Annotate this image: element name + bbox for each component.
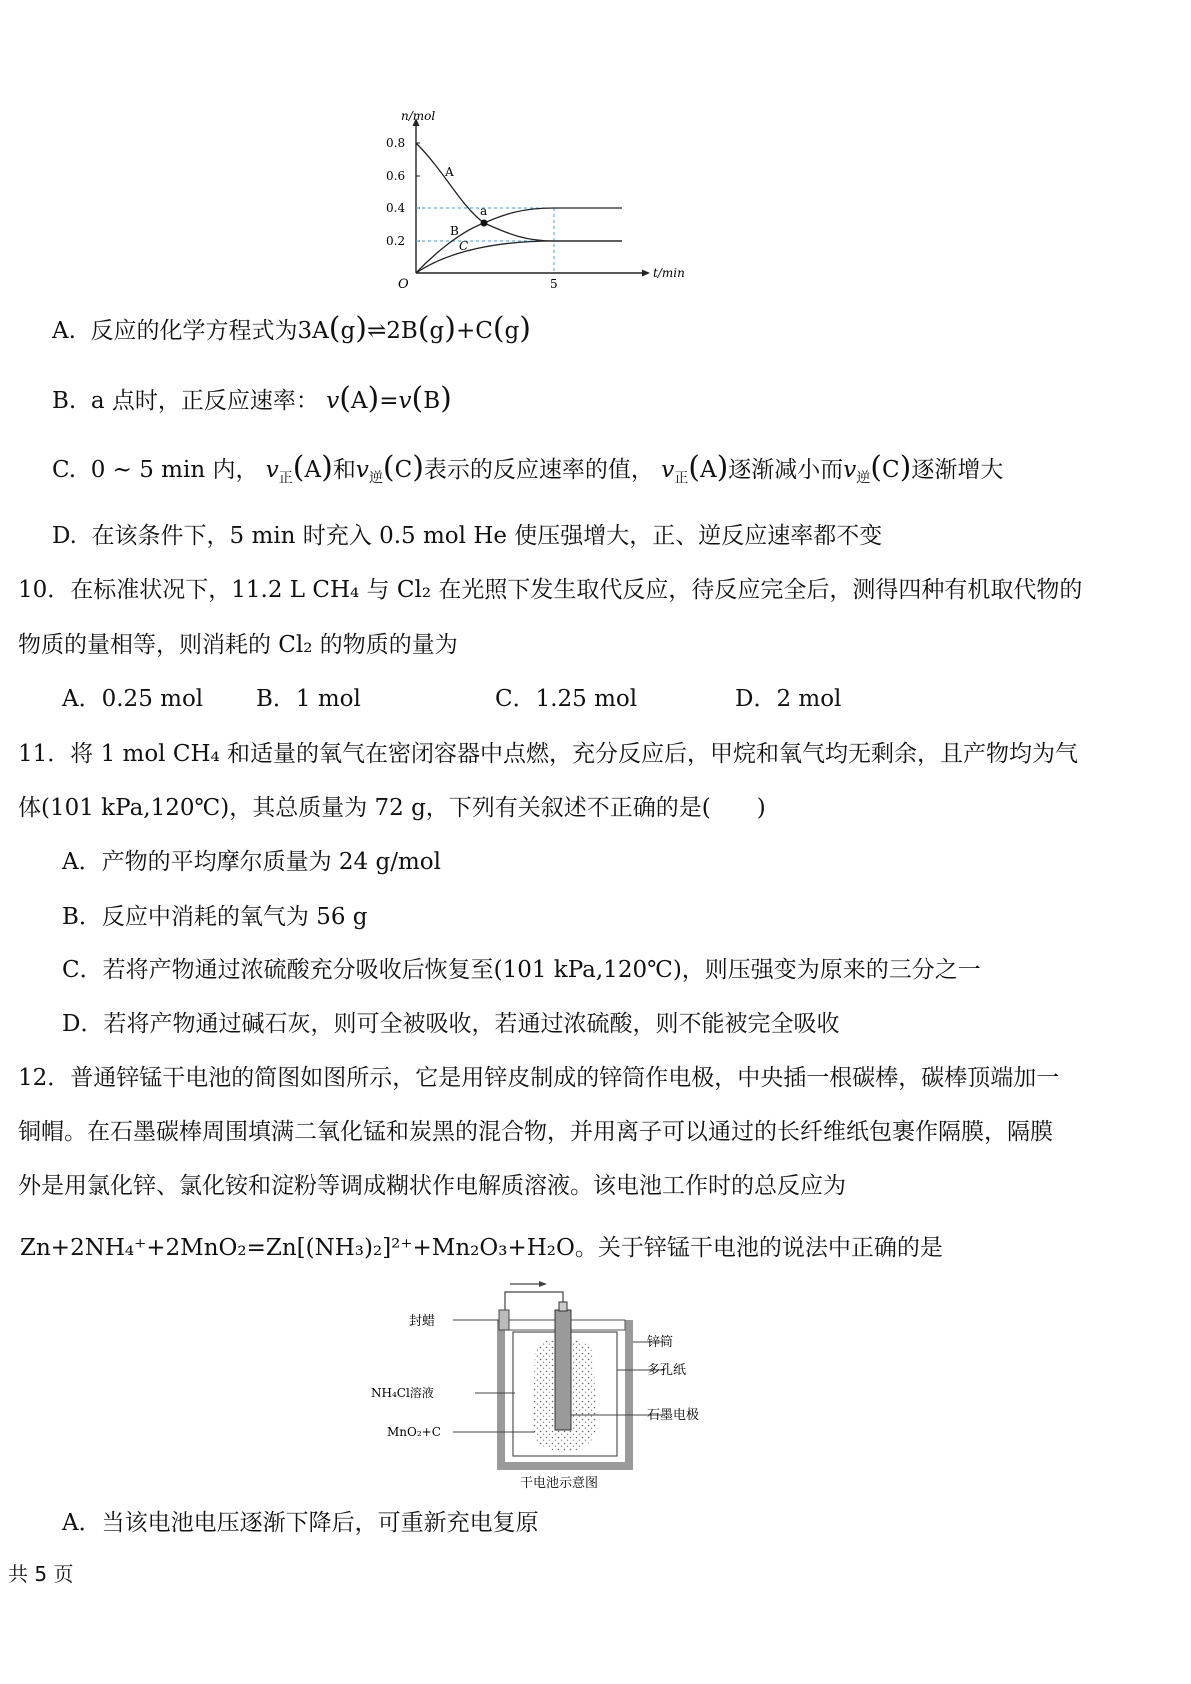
- option-prefix: D.: [52, 523, 77, 549]
- q11-option-d: D．若将产物通过碱石灰，则可全被吸收，若通过浓硫酸，则不能被完全吸收: [62, 1011, 840, 1037]
- curve-label-c: C: [459, 239, 469, 253]
- q12-equation: Zn+2NH₄⁺+2MnO₂=Zn[(NH₃)₂]²⁺+Mn₂O₃+H₂O: [20, 1235, 575, 1261]
- point-a-marker: [481, 220, 488, 227]
- dry-cell-figure: [371, 1280, 735, 1495]
- x-axis-label: t/min: [653, 266, 685, 280]
- q9-option-d: D. 在该条件下，5 min 时充入 0.5 mol He 使压强增大，正、逆反应速率都不变: [52, 523, 883, 549]
- curve-label-a: A: [445, 165, 454, 179]
- option-prefix: A.: [52, 318, 76, 344]
- label-paper: 多孔纸: [647, 1363, 687, 1378]
- x-axis-arrow: [642, 270, 650, 277]
- curve-a: [416, 143, 622, 223]
- q11-option-a: A．产物的平均摩尔质量为 24 g/mol: [62, 849, 441, 875]
- curve-c: [416, 241, 622, 273]
- y-tick-label-08: 0.8: [386, 136, 406, 150]
- copper-cap: [559, 1302, 567, 1311]
- q12-line3: 外是用氯化锌、氯化铵和淀粉等调成糊状作电解质溶液。该电池工作时的总反应为: [18, 1173, 846, 1199]
- page-footer: 共 5 页: [8, 1562, 74, 1586]
- zinc-terminal: [499, 1310, 509, 1330]
- y-tick-label-02: 0.2: [386, 234, 406, 248]
- q10-option-a: A．0.25 mol: [62, 686, 204, 712]
- q9-option-c: C. 0 ~ 5 min 内， $v_正(A)$和$v_逆(C)$表示的反应速率的值， $v_正(A)$逐渐减小而$v_逆(C)$逐渐增大: [52, 450, 1004, 487]
- reaction-graph: [386, 109, 700, 292]
- q10-line2: 物质的量相等，则消耗的 Cl₂ 的物质的量为: [18, 632, 458, 658]
- q12-line1: 12．普通锌锰干电池的简图如图所示，它是用锌皮制成的锌筒作电极，中央插一根碳棒，碳棒顶端加一: [18, 1065, 1060, 1091]
- y-tick-label-06: 0.6: [386, 169, 406, 183]
- y-axis-label: n/mol: [401, 109, 436, 123]
- label-mno2: MnO₂+C: [387, 1425, 441, 1439]
- label-zinc: 锌筒: [647, 1335, 674, 1350]
- q11-option-b: B．反应中消耗的氧气为 56 g: [62, 904, 368, 930]
- q9-option-b: B. a 点时，正反应速率： v(A)=v(B): [52, 381, 452, 416]
- external-wire: [505, 1292, 563, 1310]
- q10-option-c: C．1.25 mol: [495, 686, 638, 712]
- option-prefix: C.: [52, 457, 77, 483]
- curve-b: [416, 223, 622, 273]
- label-seal: 封蜡: [409, 1314, 436, 1329]
- graphite-rod: [555, 1310, 571, 1430]
- origin-label: O: [398, 277, 409, 292]
- figure-caption: 干电池示意图: [520, 1476, 599, 1491]
- q11-line1: 11．将 1 mol CH₄ 和适量的氧气在密闭容器中点燃，充分反应后，甲烷和氧气均无剩余，且产物均为气: [18, 741, 1079, 767]
- q10-option-b: B．1 mol: [256, 686, 361, 712]
- label-nh4cl: NH₄Cl溶液: [371, 1386, 434, 1400]
- point-label-a: a: [480, 204, 488, 218]
- q11-option-c: C．若将产物通过浓硫酸充分吸收后恢复至(101 kPa,120℃)，则压强变为原来的三分之一: [62, 957, 981, 983]
- label-graphite: 石墨电极: [647, 1408, 700, 1423]
- x-tick-label-5: 5: [550, 277, 558, 291]
- curve-label-b: B: [450, 224, 459, 238]
- q12-equation-tail: 。关于锌锰干电池的说法中正确的是: [574, 1235, 943, 1261]
- q10-line1: 10．在标准状况下，11.2 L CH₄ 与 Cl₂ 在光照下发生取代反应，待反应完全后，测得四种有机取代物的: [18, 577, 1083, 603]
- q12-equation-line: [20, 1233, 943, 1263]
- q9-option-a: A. 反应的化学方程式为3A(g)⇌2B(g)+C(g): [52, 311, 531, 346]
- q10-option-d: D．2 mol: [735, 686, 842, 712]
- q12-option-a: A．当该电池电压逐渐下降后，可重新充电复原: [62, 1510, 539, 1536]
- q12-line2: 铜帽。在石墨碳棒周围填满二氧化锰和炭黑的混合物，并用离子可以通过的长纤维纸包裹作隔膜，隔膜: [18, 1119, 1053, 1145]
- option-prefix: B.: [52, 388, 77, 414]
- y-tick-label-04: 0.4: [386, 201, 406, 215]
- q11-line2: 体(101 kPa,120℃)，其总质量为 72 g，下列有关叙述不正确的是( ): [18, 795, 766, 821]
- current-arrow-head: [539, 1281, 547, 1287]
